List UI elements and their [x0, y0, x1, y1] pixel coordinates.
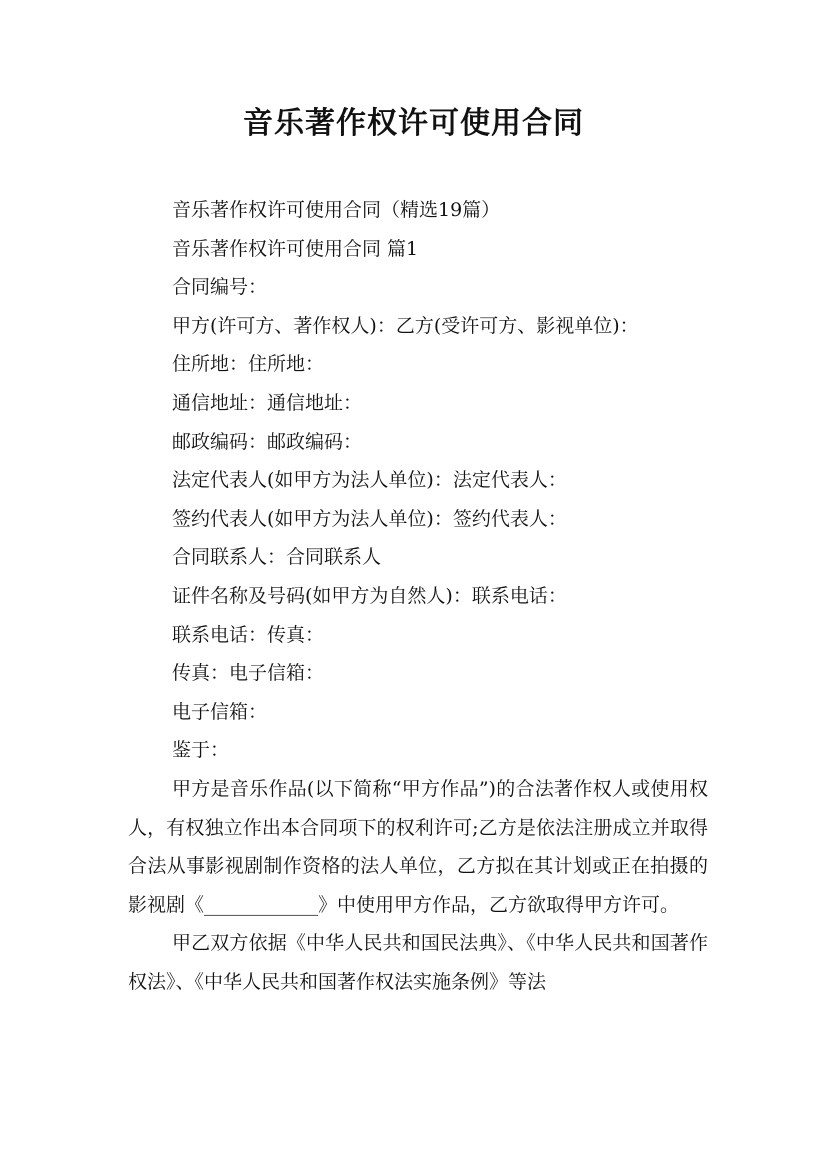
parties-line: 甲方(许可方、著作权人)：乙方(受许可方、影视单位)： [172, 314, 639, 337]
email-line: 电子信箱： [172, 700, 268, 723]
contact-person-line: 合同联系人：合同联系人 [172, 546, 382, 569]
document-body [128, 191, 728, 1001]
signing-representative-line: 签约代表人(如甲方为法人单位)：签约代表人： [172, 507, 567, 530]
contract-number-line: 合同编号： [172, 276, 268, 299]
basis-paragraph: 甲乙双方依据《中华人民共和国民法典》、《中华人民共和国著作权法》、《中华人民共和国著作权法实施条例》等法 [128, 932, 708, 993]
legal-representative-line: 法定代表人(如甲方为法人单位)：法定代表人： [172, 469, 567, 492]
recital-paragraph: 甲方是音乐作品(以下简称“甲方作品”)的合法著作权人或使用权人，有权独立作出本合同项下的权利许可;乙方是依法注册成立并取得合法从事影视剧制作资格的法人单位，乙方拟在其计划或正在拍摄的影视剧《____________》中使用甲方作品，乙方欲取得甲方许可。 [128, 777, 708, 916]
whereas-line: 鉴于： [172, 739, 230, 762]
phone-line: 联系电话：传真： [172, 623, 325, 646]
subtitle-line: 音乐著作权许可使用合同（精选19篇） [172, 199, 501, 221]
fax-line: 传真：电子信箱： [172, 662, 325, 685]
address-line: 住所地：住所地： [172, 353, 325, 376]
section-heading: 音乐著作权许可使用合同 篇1 [172, 237, 419, 260]
id-document-line: 证件名称及号码(如甲方为自然人)：联系电话： [172, 584, 567, 607]
document-title: 音乐著作权许可使用合同 [243, 106, 584, 141]
postal-code-line: 邮政编码：邮政编码： [172, 430, 363, 453]
mailing-address-line: 通信地址：通信地址： [172, 391, 363, 414]
